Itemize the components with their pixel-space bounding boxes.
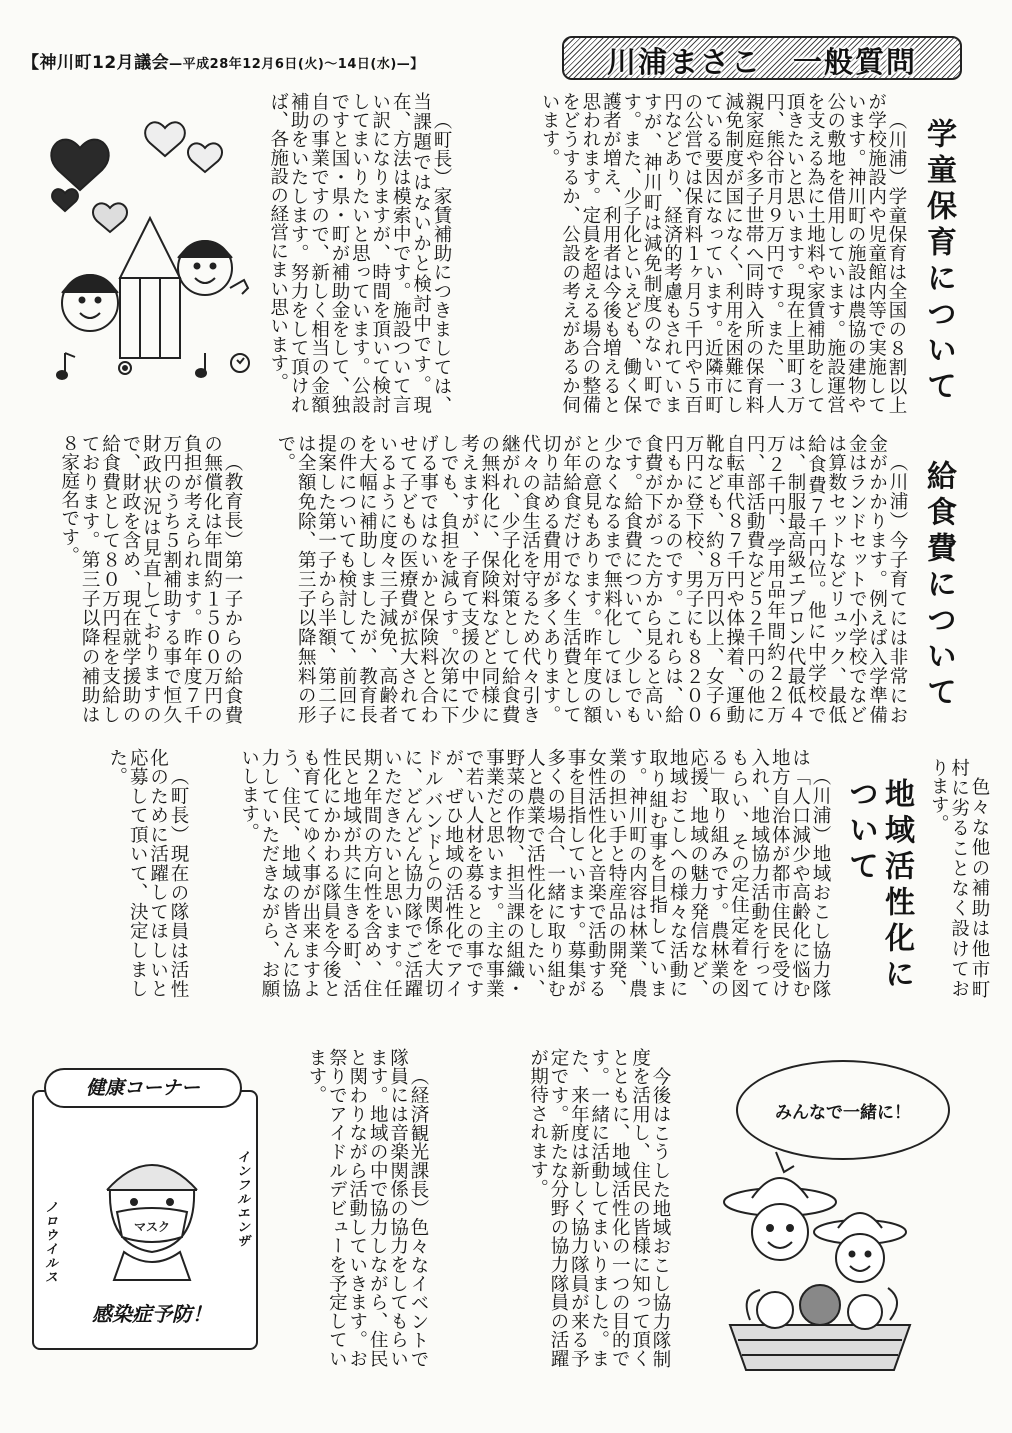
paragraph: 色々な他の補助は他市町村に劣ることなく設けております。	[928, 758, 990, 998]
section-body-gakudo-answer	[235, 92, 451, 414]
health-label-norovirus: ノロウイルス	[42, 1200, 57, 1284]
section-heading-chiiki: 地域活性化について	[843, 778, 914, 994]
speech-bubble	[736, 1060, 950, 1160]
section-body-chiiki-answer	[60, 748, 188, 998]
paragraph: （教育長）第一子からの給食費の無償化は年間約１５００万円の負担が考えられます。昨年度７千万円のうち５割補助する事で恒久財政状況は見直しておりますので、財政を含め、現在就学援助の給食費として８０万円程を支給しております。第三子以降の補助は８家庭名です。	[58, 434, 243, 724]
paragraph: （川浦）学童保育は全国の８割以上が学校施設内や児童館内等で実施しています。神川町の施設は農協の建物や公の敷地を借用しています。施設運営を支える為に土地料や家賃補助をして頂きたいと思います。現在上里町３万円、熊谷市月９万円です。また、一人親家庭や多子世帯へ同時入所の保育料減免制度が国になく、利用を困難にしている要因になっています。近隣市町の公営では保育料１ヶ月５千円や５百円などあり、経済的考慮もされていますが、神川町は減免制度のない町です。また、少子化といえども、働く保護者が増え、利用者は今後も増えると思われます。定員を超える場合の整備をどうするか、公設の考えがあるか伺います。	[539, 92, 907, 414]
paragraph: （町長）家賃補助につきましては、当課題ではないかと検討中です。現在、方法は模索中です。施設ついて言い訳になりますが、時間を頂いて検討してまいりたいと思っています。公設ですと国・県・町が補助金をして、独自の事業ですので、新しく相当の金額補助をいたします。努力をして頂ければ、各施設の経営にまい思います。	[267, 92, 452, 414]
paragraph: 今後はこうした地域おこし協力隊制度を活用し、住民の皆様に知って頂くとともに、地域活性化の一つの目的です。一緒に活動してまいりました。また、来年度は新しく協力隊員が来る予定です。新たな分野の協力隊員の活躍が期待されます。	[527, 1048, 671, 1368]
section-body-kanko	[292, 1048, 428, 1368]
section-body-chiiki	[190, 748, 830, 998]
mask-label: マスク	[133, 1220, 171, 1234]
section-body-kyushoku	[243, 434, 907, 724]
kids-pencil-illustration	[40, 108, 260, 388]
health-label-influenza: インフルエンザ	[234, 1150, 249, 1248]
paragraph: （川浦）今子育てには非常にお金がかかります。例えば入学準備金はランドセットで小学校でなどは算数セットなどリュック、最低給食費７千円位。他に中学校では、制服最高級エプロン代最低４万２千円、学用品年間約２２万円、部活動費など５２千円の他に自転車代８７千円や体操着、運動靴なども、約８万円以上、女子６万円に登下校、男子にも８２００円もかかるのです。これらは、給食費が下がった方から見ると高いです。給食費について、少しでも少なくなるまで無料化してほしいとの意見もあります。昨年度の額が年給食だけでなく生活費として切り詰める費用が多くあります。代々の食生活を守るため代々引き継がれ、少子化対策として給食費の無料化に、保険料などと同様に考えますが、子育て支援の中で少しでも、負担を減らす。次第に下げる事ではないかと保険料と合わせて子どもの医療費が拡大されているように度々三子減免、高齢者を大幅に補助しましたが、教育長の件についても検討して、前回に提案した第一子から半額、第二子は全額免除、第三子以降無料の形で。	[274, 434, 908, 724]
section-body-kyushoku-answer	[58, 434, 243, 724]
section-body-future	[430, 1048, 670, 1368]
page-title: 川浦まさこ 一般質問	[606, 45, 917, 79]
session-dates: —平成28年12月6日(火)～14日(水)—】	[169, 57, 424, 72]
health-corner-title: 健康コーナー	[44, 1068, 242, 1108]
section-body-gakudo	[452, 92, 906, 414]
paragraph: （町長）現在の隊員は活性化のために活躍してほしいと応募して頂いて、決定しました。	[106, 748, 189, 998]
farmers-illustration	[690, 1150, 950, 1380]
paragraph: （川浦）地域おこし協力隊は「人口減少や高齢化に悩む地方自治体が都市住民を受け入れ、地域協力活動を行ってもらい、その定住定着を図る」取り組みです。農林業の応援、地域の魅力発信など、地域おこしへの様々な活動に取り組む事を目指しています。神川町の内容は林業、農業の担い手と特産品の開発、女性活性化と音楽で活動する事を目指しています。募集が多くの場合、一緒に取り組む人と農業で活性化をしたい、野菜の作物、担当課の組織・事業だと思います。主な事業で若い人材を募るとの事ですが、ぜひ地域の活性化でアイドルバンドとの関係を大切に、どんどん協力隊でご活躍いただきたいと思います。任期２年間の方向性を含め、住民と地域が共に生きる町、活性化にかかわる隊員を今後とも育ててゆく事が出来ますよう、住民、地域の皆さんに協力していただきながら、お願いします。	[238, 748, 831, 998]
session-label: 【神川町12月議会	[22, 53, 170, 73]
section-heading-kyushoku: 給食費について	[921, 460, 956, 712]
health-corner-slogan: 感染症予防！	[92, 1302, 212, 1326]
paragraph: （経済観光課長）色々なイベントで隊員には音楽関係の協力をしてもらいます。地域の中で協力しながら、住民と関わりながら活動していきます。お祭りでアイドルデビューを予定しています。	[305, 1048, 429, 1368]
session-header	[22, 48, 424, 73]
title-banner	[562, 36, 962, 80]
masked-person-illustration	[82, 1140, 222, 1290]
section-heading-gakudo: 学童保育について	[921, 118, 956, 406]
speech-bubble-text: みんなで一緒に！	[775, 1102, 911, 1123]
